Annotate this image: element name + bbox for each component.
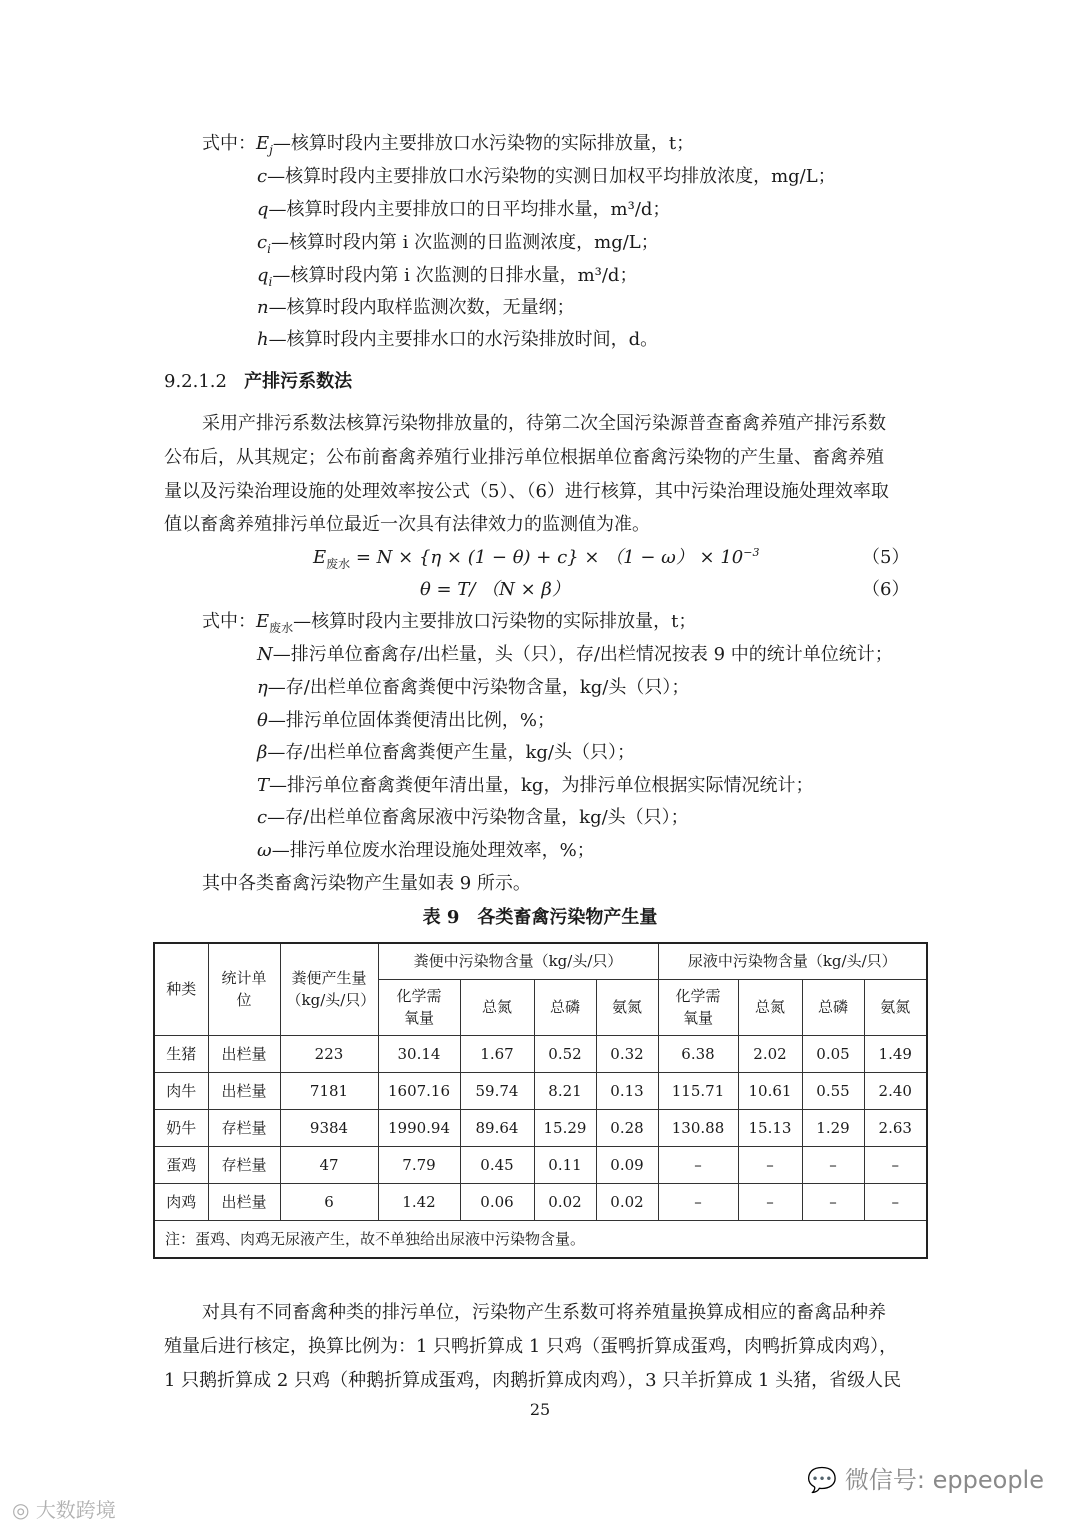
defs1-item-4: $q_i—$核算时段内第 i 次监测的日排水量，m³/d； (257, 265, 638, 289)
cell: 1990.94 (378, 1109, 460, 1146)
cell: 1607.16 (378, 1072, 460, 1109)
defs1-item-0: 式中：$E_j—$核算时段内主要排放口水污染物的实际排放量，t； (202, 133, 695, 157)
cell: 6.38 (658, 1035, 738, 1072)
cell: 0.45 (460, 1146, 534, 1183)
equation-5: $E_{废水} = N \times \{\eta \times (1 - \theta) + c\} \times (1 - \omega) \times 10^{-3}$ (313, 546, 760, 571)
cell: 1.67 (460, 1035, 534, 1072)
para1-line: 量以及污染治理设施的处理效率按公式（5）、（6）进行核算，其中污染治理设施处理效率取 (164, 481, 889, 502)
defs2-item-5: T—排污单位畜禽粪便年清出量，kg，为排污单位根据实际情况统计； (257, 775, 814, 796)
cell: 8.21 (534, 1072, 596, 1109)
cell: 存栏量 (208, 1109, 280, 1146)
subheader-cod: 化学需氧量 (378, 979, 460, 1035)
cell: 7181 (280, 1072, 378, 1109)
cell: 47 (280, 1146, 378, 1183)
cell: 0.11 (534, 1146, 596, 1183)
para3-line: 殖量后进行核定，换算比例为：1 只鸭折算成 1 只鸡（蛋鸭折算成蛋鸡，肉鸭折算成肉鸡）， (164, 1336, 898, 1357)
cell: 0.02 (534, 1183, 596, 1220)
cell: – (658, 1183, 738, 1220)
defs1-item-3: $c_i—$核算时段内第 i 次监测的日监测浓度，mg/L； (257, 232, 659, 256)
cell: 0.52 (534, 1035, 596, 1072)
equation-6: θ = T/ （N × β） (420, 579, 570, 600)
cell: – (738, 1146, 802, 1183)
subheader-tn: 总氮 (738, 979, 802, 1035)
cell: 出栏量 (208, 1035, 280, 1072)
cell: 肉鸡 (154, 1183, 208, 1220)
cell: 1.29 (802, 1109, 864, 1146)
cell: 6 (280, 1183, 378, 1220)
defs2-item-4: β—存/出栏单位畜禽粪便产生量，kg/头（只）； (257, 742, 635, 763)
para3-line: 对具有不同畜禽种类的排污单位，污染物产生系数可将养殖量换算成相应的畜禽品种养 (202, 1302, 886, 1323)
cell: 0.06 (460, 1183, 534, 1220)
subheader-nh3n: 氨氮 (596, 979, 658, 1035)
cell: 9384 (280, 1109, 378, 1146)
equation-5-number: （5） (862, 547, 910, 568)
defs2-item-7: ω—排污单位废水治理设施处理效率，%； (257, 840, 595, 861)
table-row (154, 1035, 927, 1072)
para1-line: 公布后，从其规定；公布前畜禽养殖行业排污单位根据单位畜禽污染物的产生量、畜禽养殖 (164, 447, 884, 468)
cell: – (802, 1146, 864, 1183)
cell: 59.74 (460, 1072, 534, 1109)
defs1-item-6: h—核算时段内主要排水口的水污染排放时间，d。 (257, 329, 659, 350)
cell: 肉牛 (154, 1072, 208, 1109)
subheader-tp: 总磷 (802, 979, 864, 1035)
header-unit: 统计单位 (208, 943, 280, 1035)
section-heading: 9.2.1.2 产排污系数法 (164, 371, 353, 392)
cell: 223 (280, 1035, 378, 1072)
cell: 115.71 (658, 1072, 738, 1109)
cell: – (658, 1146, 738, 1183)
defs2-item-3: θ—排污单位固体粪便清出比例，%； (257, 710, 555, 731)
cell: 2.02 (738, 1035, 802, 1072)
cell: 0.13 (596, 1072, 658, 1109)
cell: 出栏量 (208, 1183, 280, 1220)
para3-line: 1 只鹅折算成 2 只鸡（种鹅折算成蛋鸡，肉鹅折算成肉鸡），3 只羊折算成 1 头猪，省级人民 (164, 1370, 902, 1391)
cell: 蛋鸡 (154, 1146, 208, 1183)
subheader-cod: 化学需氧量 (658, 979, 738, 1035)
cell: – (864, 1183, 927, 1220)
cell: 1.49 (864, 1035, 927, 1072)
table-caption: 表 9 各类畜禽污染物产生量 (422, 907, 658, 928)
defs1-item-5: n—核算时段内取样监测次数，无量纲； (257, 297, 575, 318)
defs2-item-2: η—存/出栏单位畜禽粪便中污染物含量，kg/头（只）； (257, 677, 690, 698)
wechat-watermark: 💬 微信号: eppeople (807, 1466, 1044, 1494)
cell: 30.14 (378, 1035, 460, 1072)
para1-line: 值以畜禽养殖排污单位最近一次具有法律效力的监测值为准。 (164, 514, 650, 535)
cell: 130.88 (658, 1109, 738, 1146)
page-number: 25 (529, 1400, 551, 1419)
site-logo-icon: ◎ (12, 1498, 30, 1522)
header-urine-group: 尿液中污染物含量（kg/头/只） (658, 943, 927, 979)
cell: – (864, 1146, 927, 1183)
defs2-item-0: 式中：$E_{废水}—$核算时段内主要排放口污染物的实际排放量，t； (202, 611, 697, 635)
header-manure-amount: 粪便产生量（kg/头/只） (280, 943, 378, 1035)
subheader-tn: 总氮 (460, 979, 534, 1035)
cell: 0.32 (596, 1035, 658, 1072)
table-row (154, 1072, 927, 1109)
defs2-item-6: c—存/出栏单位畜禽尿液中污染物含量，kg/头（只）； (257, 807, 689, 828)
equation-6-number: （6） (862, 579, 910, 600)
cell: 15.29 (534, 1109, 596, 1146)
subheader-tp: 总磷 (534, 979, 596, 1035)
cell: 89.64 (460, 1109, 534, 1146)
para1-line: 采用产排污系数法核算污染物排放量的，待第二次全国污染源普查畜禽养殖产排污系数 (202, 413, 886, 434)
header-manure-group: 粪便中污染物含量（kg/头/只） (378, 943, 658, 979)
cell: 0.02 (596, 1183, 658, 1220)
cell: 存栏量 (208, 1146, 280, 1183)
defs1-item-1: c—核算时段内主要排放口水污染物的实测日加权平均排放浓度，mg/L； (257, 166, 836, 187)
cell: 0.55 (802, 1072, 864, 1109)
cell: 15.13 (738, 1109, 802, 1146)
cell: – (802, 1183, 864, 1220)
defs2-item-1: N—排污单位畜禽存/出栏量，头（只），存/出栏情况按表 9 中的统计单位统计； (257, 644, 893, 665)
cell: 0.05 (802, 1035, 864, 1072)
header-kind: 种类 (154, 943, 208, 1035)
cell: 0.28 (596, 1109, 658, 1146)
cell: – (738, 1183, 802, 1220)
cell: 1.42 (378, 1183, 460, 1220)
cell: 0.09 (596, 1146, 658, 1183)
wechat-icon: 💬 (807, 1466, 838, 1494)
cell: 奶牛 (154, 1109, 208, 1146)
cell: 10.61 (738, 1072, 802, 1109)
cell: 生猪 (154, 1035, 208, 1072)
defs1-item-2: q—核算时段内主要排放口的日平均排水量，m³/d； (257, 199, 671, 220)
site-watermark: ◎ 大数跨境 (12, 1498, 116, 1522)
subheader-nh3n: 氨氮 (864, 979, 927, 1035)
table-note: 注：蛋鸡、肉鸡无尿液产生，故不单独给出尿液中污染物含量。 (154, 1220, 927, 1258)
table-row (154, 1183, 927, 1220)
cell: 出栏量 (208, 1072, 280, 1109)
table-row (154, 1146, 927, 1183)
table-9 (153, 942, 928, 1259)
cell: 2.40 (864, 1072, 927, 1109)
cell: 2.63 (864, 1109, 927, 1146)
cell: 7.79 (378, 1146, 460, 1183)
para2: 其中各类畜禽污染物产生量如表 9 所示。 (202, 873, 531, 894)
table-row (154, 1109, 927, 1146)
